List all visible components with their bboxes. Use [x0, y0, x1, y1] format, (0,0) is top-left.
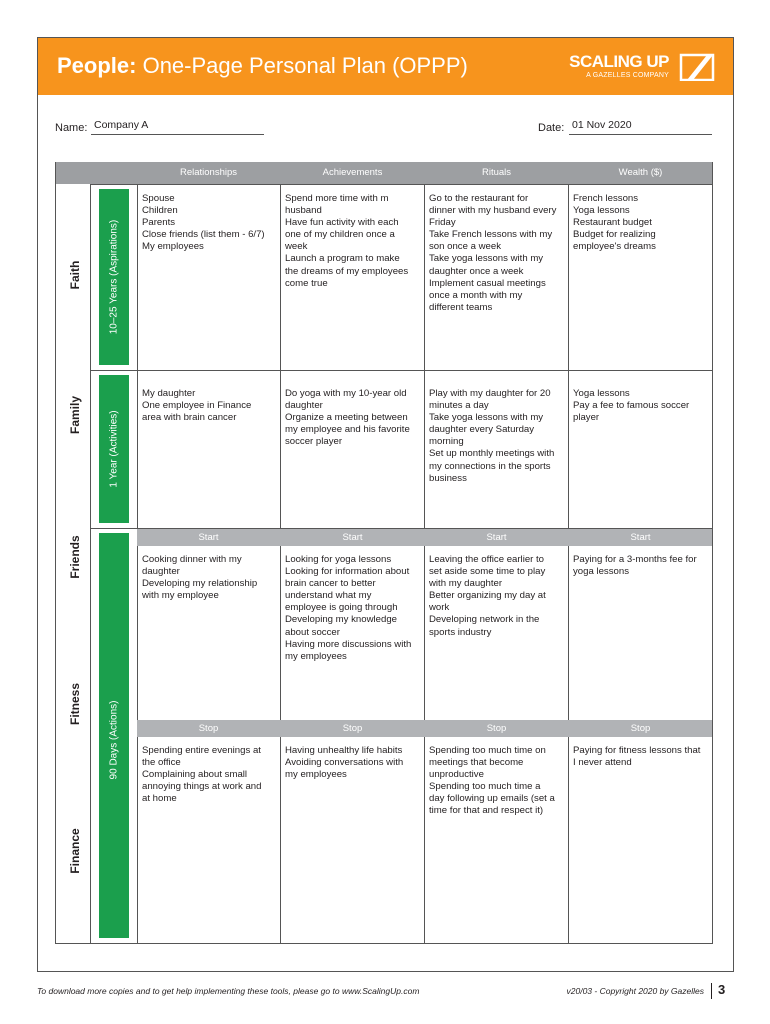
logo-mark-icon — [675, 53, 715, 81]
col-header-wealth: Wealth ($) — [569, 162, 712, 184]
timeframe-actions: 90 Days (Actions) — [108, 700, 120, 780]
stop-label: Stop — [425, 720, 568, 737]
category-faith: Faith — [68, 260, 82, 290]
category-finance: Finance — [68, 828, 82, 874]
timeframe-aspirations: 10–25 Years (Aspirations) — [108, 219, 120, 335]
grid-line — [90, 184, 91, 944]
cell-aspirations-rituals[interactable]: Go to the restaurant for dinner with my husband every Friday Take French lessons with my son once a week Take yoga lessons with my daughter once a week Implement casual meetings once a month with my different teams — [429, 193, 557, 313]
stop-label: Stop — [137, 720, 280, 737]
timeframe-activities: 1 Year (Activities) — [108, 410, 120, 488]
date-label: Date: — [538, 122, 565, 134]
date-underline — [569, 134, 712, 135]
cell-stop-relationships[interactable]: Spending entire evenings at the office Complaining about small annoying things at work and at home — [142, 745, 262, 805]
category-friends: Friends — [68, 535, 82, 579]
cell-start-achievements[interactable]: Looking for yoga lessons Looking for information about brain cancer to better understand what my employee is going through Developing my knowledge about soccer Having more discussions with my employees — [285, 554, 412, 662]
title-rest: One-Page Personal Plan (OPPP) — [136, 53, 468, 78]
category-fitness: Fitness — [68, 682, 82, 726]
cell-activities-relationships[interactable]: My daughter One employee in Finance area with brain cancer — [142, 388, 252, 424]
cell-aspirations-wealth[interactable]: French lessons Yoga lessons Restaurant budget Budget for realizing employee's dreams — [573, 193, 656, 253]
logo-tagline: A GAZELLES COMPANY — [586, 72, 669, 79]
grid-line — [712, 162, 713, 944]
date-value[interactable]: 01 Nov 2020 — [572, 119, 632, 131]
start-label: Start — [281, 529, 424, 546]
category-family: Family — [68, 395, 82, 435]
stop-label: Stop — [281, 720, 424, 737]
grid-line — [424, 184, 425, 944]
cell-stop-achievements[interactable]: Having unhealthy life habits Avoiding conversations with my employees — [285, 745, 404, 781]
cell-activities-wealth[interactable]: Yoga lessons Pay a fee to famous soccer player — [573, 388, 690, 424]
cell-start-relationships[interactable]: Cooking dinner with my daughter Developing my relationship with my employee — [142, 554, 258, 602]
grid-line — [55, 943, 713, 944]
cell-aspirations-relationships[interactable]: Spouse Children Parents Close friends (list them - 6/7) My employees — [142, 193, 265, 253]
grid-line — [568, 184, 569, 944]
cell-activities-achievements[interactable]: Do yoga with my 10-year old daughter Organize a meeting between my employee and his favorite soccer player — [285, 388, 410, 448]
col-header-achievements: Achievements — [281, 162, 424, 184]
start-label: Start — [137, 529, 280, 546]
start-label: Start — [569, 529, 712, 546]
title-banner — [38, 38, 733, 95]
stop-label: Stop — [569, 720, 712, 737]
footer-note: To download more copies and to get help implementing these tools, please go to www.ScalingUp.com — [37, 986, 420, 996]
start-label: Start — [425, 529, 568, 546]
name-label: Name: — [55, 122, 88, 134]
page-number: 3 — [718, 982, 726, 997]
logo-name: SCALING UP — [569, 52, 669, 71]
footer-separator — [711, 983, 712, 999]
grid-line — [90, 184, 713, 185]
grid-line — [137, 184, 138, 944]
grid-line — [55, 162, 56, 944]
col-header-rituals: Rituals — [425, 162, 568, 184]
col-header-relationships: Relationships — [137, 162, 280, 184]
cell-stop-rituals[interactable]: Spending too much time on meetings that become unproductive Spending too much time a day following up emails (set a time for that and respect it) — [429, 745, 555, 817]
grid-line — [90, 370, 713, 371]
cell-aspirations-achievements[interactable]: Spend more time with m husband Have fun activity with each one of my children once a week Launch a program to make the dreams of my employees come true — [285, 193, 409, 289]
name-value[interactable]: Company A — [94, 119, 149, 131]
page-title — [57, 53, 468, 79]
grid-line — [280, 184, 281, 944]
scaling-up-logo — [569, 52, 715, 84]
cell-activities-rituals[interactable]: Play with my daughter for 20 minutes a day Take yoga lessons with my daughter every Saturday morning Set up monthly meetings with my connections in the sports business — [429, 388, 555, 484]
cell-start-wealth[interactable]: Paying for a 3-months fee for yoga lessons — [573, 554, 697, 578]
footer-copyright: v20/03 - Copyright 2020 by Gazelles — [566, 986, 704, 996]
name-underline — [91, 134, 264, 135]
cell-stop-wealth[interactable]: Paying for fitness lessons that I never attend — [573, 745, 701, 769]
cell-start-rituals[interactable]: Leaving the office earlier to set aside some time to play with my daughter Better organizing my day at work Developing network in the sports industry — [429, 554, 546, 638]
title-bold: People: — [57, 53, 137, 78]
